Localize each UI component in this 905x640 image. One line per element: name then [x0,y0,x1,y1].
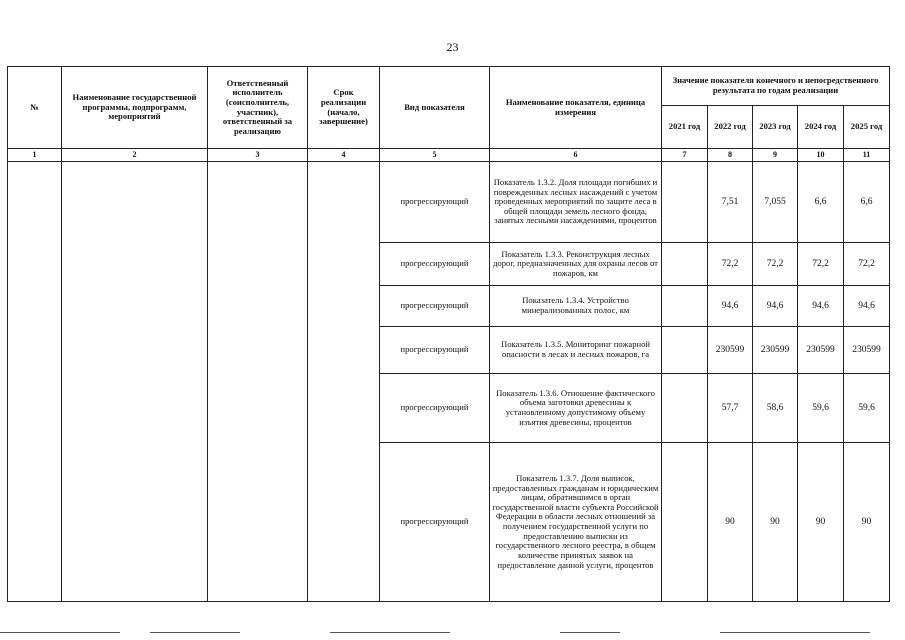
column-number: 1 [8,149,62,162]
header-year-2024: 2024 год [798,106,844,149]
column-number: 6 [490,149,662,162]
scan-edge-line [560,632,620,633]
scan-edge-line [330,632,450,633]
header-year-2023: 2023 год [753,106,798,149]
indicators-table [7,66,890,602]
cell-value-2025: 72,2 [844,243,890,286]
header-indicator-type: Вид показателя [380,67,490,149]
cell-value-2022: 90 [708,443,753,602]
cell-value-2023: 90 [753,443,798,602]
cell-value-2023: 94,6 [753,286,798,327]
column-number: 4 [308,149,380,162]
header-row-main [8,67,890,106]
cell-value-2021 [662,243,708,286]
cell-value-2022: 7,51 [708,162,753,243]
header-year-2022: 2022 год [708,106,753,149]
cell-value-2025: 94,6 [844,286,890,327]
cell-program-empty [62,162,208,602]
column-number: 8 [708,149,753,162]
cell-value-2023: 72,2 [753,243,798,286]
cell-value-2021 [662,443,708,602]
cell-value-2021 [662,162,708,243]
cell-value-2022: 94,6 [708,286,753,327]
header-term: Срок реализации (начало, завершение) [308,67,380,149]
column-number: 3 [208,149,308,162]
header-values-group: Значение показателя конечного и непосредственного результата по годам реализации [662,67,890,106]
cell-value-2022: 72,2 [708,243,753,286]
cell-indicator-type: прогрессирующий [380,162,490,243]
cell-value-2023: 230599 [753,327,798,374]
column-number: 11 [844,149,890,162]
cell-indicator-type: прогрессирующий [380,243,490,286]
header-responsible: Ответственный исполнитель (соисполнитель, участник), ответственный за реализацию [208,67,308,149]
cell-indicator-type: прогрессирующий [380,286,490,327]
cell-value-2021 [662,286,708,327]
page-number: 23 [446,40,459,54]
cell-indicator-name: Показатель 1.3.4. Устройство минерализованных полос, км [490,286,662,327]
scan-edge-line [150,632,240,633]
cell-indicator-name: Показатель 1.3.2. Доля площади погибших и поврежденных лесных насаждений с учетом проведенных мероприятий по защите леса в общей площади земель лесного фонда, занятых лесными насаждениями, процентов [490,162,662,243]
scan-edge-line [720,632,870,633]
cell-value-2024: 90 [798,443,844,602]
cell-indicator-name: Показатель 1.3.6. Отношение фактического объема заготовки древесины к установленному допустимому объему изъятия древесины, процентов [490,374,662,443]
cell-value-2024: 94,6 [798,286,844,327]
table-row [8,162,890,243]
column-number: 9 [753,149,798,162]
column-number: 2 [62,149,208,162]
header-program: Наименование государственной программы, подпрограмм, мероприятий [62,67,208,149]
cell-no-empty [8,162,62,602]
cell-value-2025: 90 [844,443,890,602]
header-year-2025: 2025 год [844,106,890,149]
cell-indicator-type: прогрессирующий [380,443,490,602]
cell-value-2022: 230599 [708,327,753,374]
cell-indicator-name: Показатель 1.3.5. Мониторинг пожарной опасности в лесах и лесных пожаров, га [490,327,662,374]
cell-indicator-type: прогрессирующий [380,327,490,374]
cell-indicator-name: Показатель 1.3.7. Доля выписок, предоставленных гражданам и юридическим лицам, обратившимся в орган государственной власти субъекта Российской Федерации в области лесных отношений за получением государственной услуги по предоставлению выписки из государственного лесного реестра, в общем количестве принятых заявок на предоставление данной услуги, процентов [490,443,662,602]
header-no: № [8,67,62,149]
cell-value-2023: 58,6 [753,374,798,443]
cell-value-2022: 57,7 [708,374,753,443]
column-number: 10 [798,149,844,162]
cell-value-2024: 230599 [798,327,844,374]
column-number: 7 [662,149,708,162]
cell-indicator-type: прогрессирующий [380,374,490,443]
cell-value-2024: 59,6 [798,374,844,443]
cell-value-2025: 230599 [844,327,890,374]
header-indicator-name: Наименование показателя, единица измерения [490,67,662,149]
cell-term-empty [308,162,380,602]
scan-edge-line [0,632,120,633]
cell-indicator-name: Показатель 1.3.3. Реконструкция лесных дорог, предназначенных для охраны лесов от пожаров, км [490,243,662,286]
column-number-row [8,149,890,162]
cell-responsible-empty [208,162,308,602]
cell-value-2021 [662,374,708,443]
cell-value-2025: 59,6 [844,374,890,443]
column-number: 5 [380,149,490,162]
cell-value-2025: 6,6 [844,162,890,243]
header-year-2021: 2021 год [662,106,708,149]
cell-value-2021 [662,327,708,374]
cell-value-2023: 7,055 [753,162,798,243]
cell-value-2024: 6,6 [798,162,844,243]
cell-value-2024: 72,2 [798,243,844,286]
